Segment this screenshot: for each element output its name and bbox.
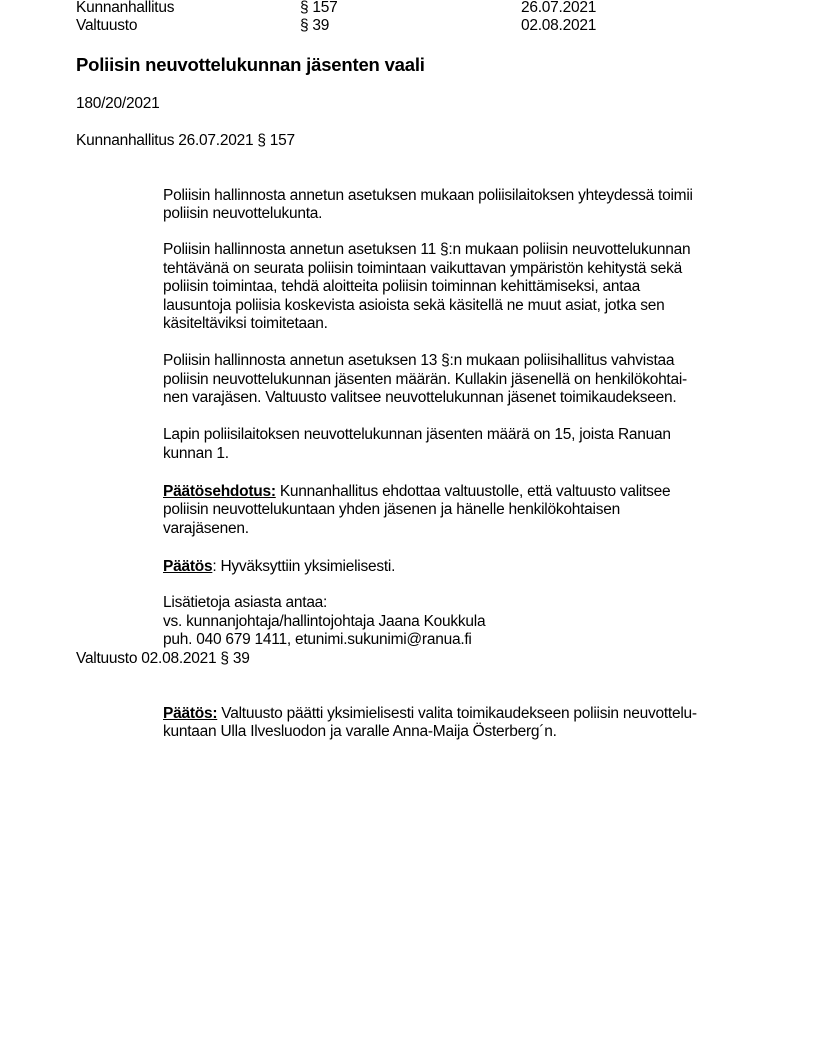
proposal-label: Päätösehdotus:: [163, 483, 276, 500]
text-line: vs. kunnanjohtaja/hallintojohtaja Jaana Koukkula: [163, 613, 486, 630]
text-line: Poliisin hallinnosta annetun asetuksen 13 §:n mukaan poliisihallitus vahvistaa: [163, 352, 675, 369]
header-body: Valtuusto: [76, 17, 138, 34]
board-heading: Kunnanhallitus 26.07.2021 § 157: [76, 132, 295, 149]
text-line: varajäsenen.: [163, 520, 249, 537]
header-date: 02.08.2021: [521, 17, 597, 34]
text-line: poliisin neuvottelukunnan jäsenten määrän. Kullakin jäsenellä on henkilökohtai-: [163, 371, 687, 388]
header-date: 26.07.2021: [521, 0, 597, 16]
header-body: Kunnanhallitus: [76, 0, 175, 16]
text-line: Kunnanhallitus ehdottaa valtuustolle, että valtuusto valitsee: [275, 483, 671, 500]
text-line: poliisin neuvottelukuntaan yhden jäsenen ja hänelle henkilökohtaisen: [163, 501, 620, 518]
text-line: lausuntoja poliisia koskevista asioista sekä käsitellä ne muut asiat, jotka sen: [163, 297, 665, 314]
text-line: Poliisin hallinnosta annetun asetuksen 11 §:n mukaan poliisin neuvottelukunnan: [163, 241, 691, 258]
header-section: § 157: [300, 0, 338, 16]
text-line: Lapin poliisilaitoksen neuvottelukunnan jäsenten määrä on 15, joista Ranuan: [163, 426, 671, 443]
text-line: kunnan 1.: [163, 445, 229, 462]
decision-label: Päätös: [163, 558, 213, 575]
page-title: Poliisin neuvottelukunnan jäsenten vaali: [76, 54, 425, 75]
text-line: Poliisin hallinnosta annetun asetuksen mukaan poliisilaitoksen yhteydessä toimii: [163, 187, 693, 204]
decision-label: Päätös:: [163, 705, 218, 722]
text-line: Valtuusto päätti yksimielisesti valita toimikaudekseen poliisin neuvottelu-: [217, 705, 697, 722]
text-line: nen varajäsen. Valtuusto valitsee neuvottelukunnan jäsenet toimikaudekseen.: [163, 389, 677, 406]
text-line: kuntaan Ulla Ilvesluodon ja varalle Anna-Maija Österberg´n.: [163, 723, 557, 740]
decision-1: [163, 558, 395, 576]
header-section: § 39: [300, 17, 330, 34]
text-line: käsiteltäviksi toimitetaan.: [163, 315, 328, 332]
text-line: Lisätietoja asiasta antaa:: [163, 594, 328, 611]
text-line: tehtävänä on seurata poliisin toimintaan vaikuttavan ympäristön kehitystä sekä: [163, 260, 682, 277]
text-line: poliisin toimintaa, tehdä aloitteita poliisin toiminnan kehittämiseksi, antaa: [163, 278, 641, 295]
council-heading: Valtuusto 02.08.2021 § 39: [76, 650, 250, 667]
decision-text: : Hyväksyttiin yksimielisesti.: [212, 558, 396, 575]
text-line: puh. 040 679 1411, etunimi.sukunimi@ranua.fi: [163, 631, 472, 648]
case-number: 180/20/2021: [76, 95, 160, 112]
text-line: poliisin neuvottelukunta.: [163, 205, 323, 222]
